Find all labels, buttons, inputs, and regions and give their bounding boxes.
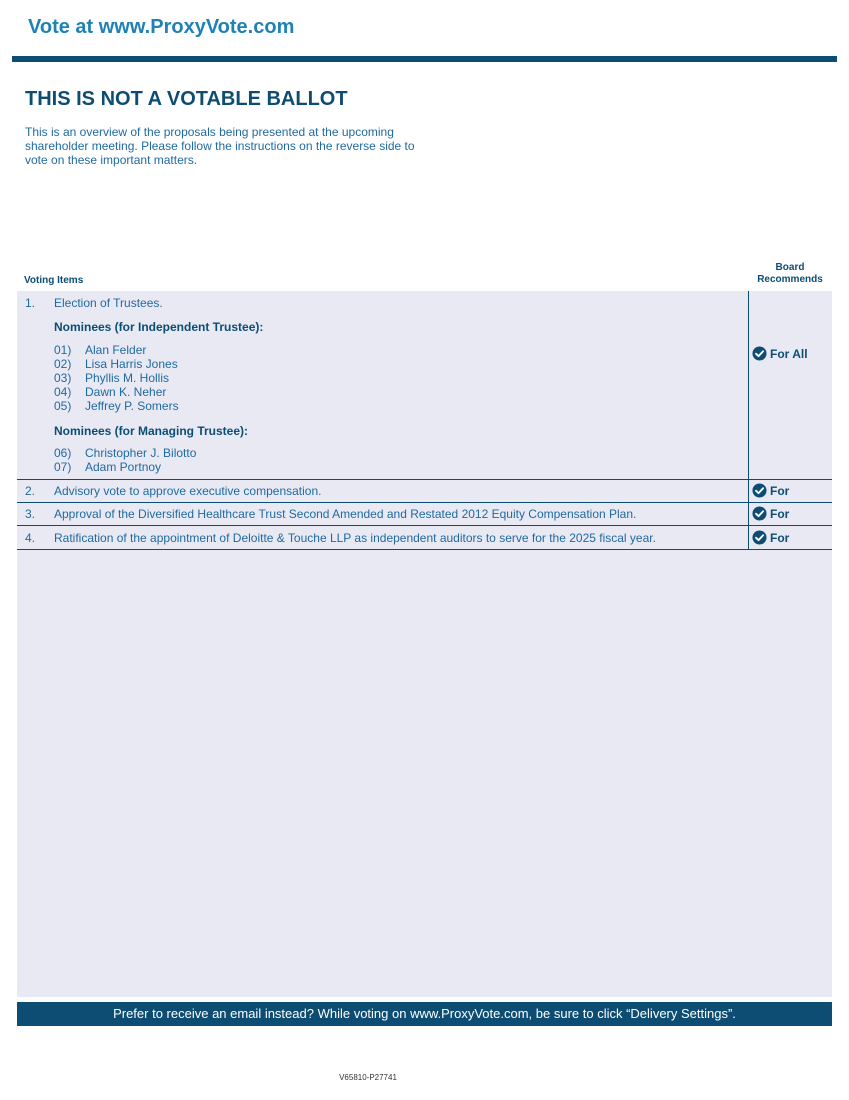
- check-circle-icon: [752, 530, 767, 545]
- nominee-name: Alan Felder: [85, 343, 147, 357]
- recommendation-label: For: [770, 530, 790, 545]
- nominee-number: 01): [54, 343, 72, 357]
- header-rule: [12, 56, 837, 62]
- item-2-recommendation: [752, 483, 789, 498]
- item-3-recommendation: [752, 506, 789, 521]
- item-3-number: 3.: [25, 507, 36, 521]
- nominee-name: Jeffrey P. Somers: [85, 399, 179, 413]
- ballot-heading: THIS IS NOT A VOTABLE BALLOT: [25, 88, 348, 110]
- nominee-name: Lisa Harris Jones: [85, 357, 178, 371]
- nominee-name: Phyllis M. Hollis: [85, 371, 170, 385]
- item-4-text: Ratification of the appointment of Deloitte & Touche LLP as independent auditors to serve for the 2025 fiscal year.: [54, 531, 656, 545]
- proxyvote-link[interactable]: Vote at www.ProxyVote.com: [28, 16, 295, 38]
- check-circle-icon: [752, 483, 767, 498]
- recommendation-label: For All: [770, 346, 808, 361]
- nominee-item: [54, 357, 178, 371]
- item-1-number: 1.: [25, 296, 36, 310]
- check-circle-icon: [752, 346, 767, 361]
- item-4-number: 4.: [25, 531, 36, 545]
- check-circle-icon: [752, 506, 767, 521]
- item-4-recommendation: [752, 530, 789, 545]
- row-divider: [17, 502, 832, 503]
- nominee-number: 04): [54, 385, 72, 399]
- nominee-name: Adam Portnoy: [85, 460, 162, 474]
- board-header-line1: Board: [775, 262, 805, 273]
- email-delivery-banner: Prefer to receive an email instead? While voting on www.ProxyVote.com, be sure to click “Delivery Settings”.: [17, 1002, 832, 1026]
- item-3-text: Approval of the Diversified Healthcare Trust Second Amended and Restated 2012 Equity Compensation Plan.: [54, 507, 637, 521]
- voting-items-header: Voting Items: [24, 275, 84, 286]
- row-divider: [17, 525, 832, 526]
- nominee-number: 07): [54, 460, 72, 474]
- nominee-item: [54, 446, 196, 460]
- board-recommends-header: [748, 262, 832, 286]
- nominee-number: 02): [54, 357, 72, 371]
- recommendation-label: For: [770, 506, 790, 521]
- nominee-name: Christopher J. Bilotto: [85, 446, 197, 460]
- document-id: V65810-P27741: [339, 1073, 397, 1082]
- nominee-number: 06): [54, 446, 72, 460]
- nominee-item: [54, 460, 161, 474]
- recommendation-column-divider: [748, 291, 749, 550]
- nominee-name: Dawn K. Neher: [85, 385, 167, 399]
- nominee-number: 05): [54, 399, 72, 413]
- independent-trustee-heading: Nominees (for Independent Trustee):: [54, 320, 264, 334]
- item-2-text: Advisory vote to approve executive compensation.: [54, 484, 322, 498]
- nominee-item: [54, 385, 166, 399]
- nominee-number: 03): [54, 371, 72, 385]
- nominee-item: [54, 371, 169, 385]
- nominee-item: [54, 343, 146, 357]
- row-divider: [17, 549, 832, 550]
- intro-text: This is an overview of the proposals being presented at the upcoming shareholder meeting. Please follow the instructions on the reverse side to vote on these important matters.: [25, 125, 415, 167]
- row-divider: [17, 479, 832, 480]
- item-2-number: 2.: [25, 484, 36, 498]
- item-1-recommendation: [752, 346, 808, 361]
- board-header-line2: Recommends: [757, 274, 823, 285]
- item-1-text: Election of Trustees.: [54, 296, 163, 310]
- nominee-item: [54, 399, 179, 413]
- managing-trustee-heading: Nominees (for Managing Trustee):: [54, 424, 249, 438]
- recommendation-label: For: [770, 483, 790, 498]
